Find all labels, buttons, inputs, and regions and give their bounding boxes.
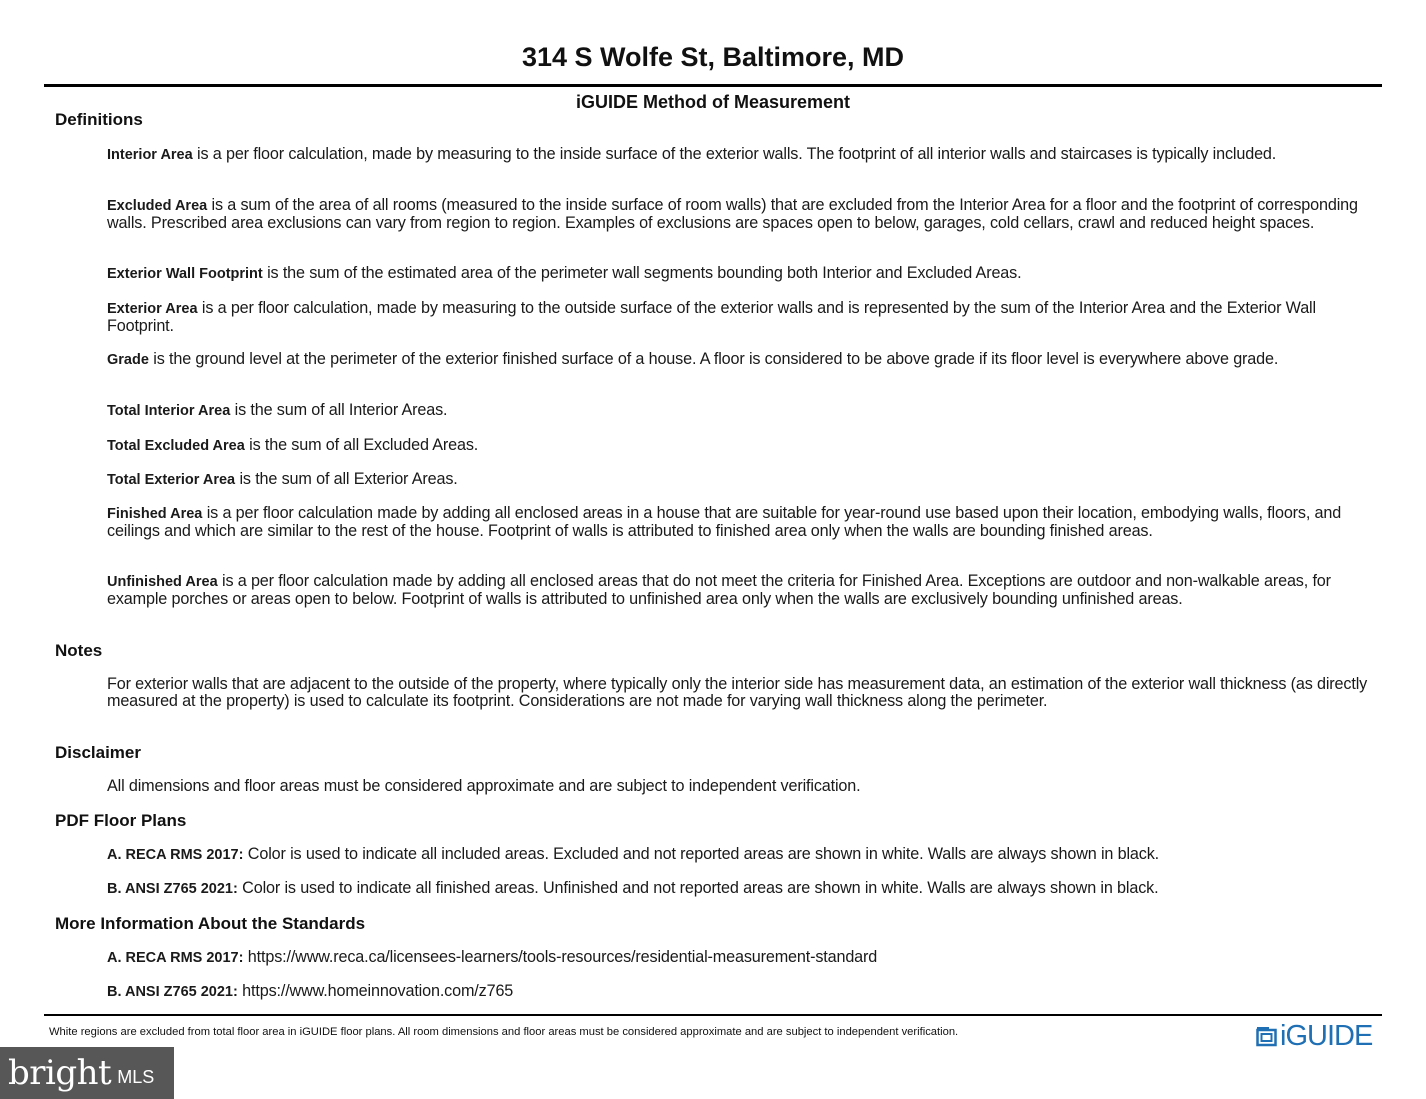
more-info-ansi [107,983,1379,1001]
definition-term: Total Interior Area [107,403,231,419]
definition-text: is the sum of all Exterior Areas. [235,470,458,488]
iguide-logo-icon [1256,1026,1277,1047]
page-title: 314 S Wolfe St, Baltimore, MD [521,42,905,72]
definition-text: is the sum of the estimated area of the perimeter wall segments bounding both Interior and Excluded Areas. [262,264,1022,282]
iguide-logo [1256,1020,1372,1053]
pdf-floor-plan-ansi [107,880,1379,898]
definition-text: is a sum of the area of all rooms (measured to the inside surface of room walls) that are excluded from the Interior Area for a floor and the footprint of corresponding walls. Prescribed area exclusions can vary from region to region. Examples of exclusions are spaces open to below, garages, cold cellars, crawl and reduced height spaces. [107,196,1358,232]
standard-term: A. RECA RMS 2017: [107,847,244,863]
more-info-reca [107,949,1379,967]
definition-text: is a per floor calculation, made by measuring to the outside surface of the exterior walls and is represented by the sum of the Interior Area and the Exterior Wall Footprint. [107,299,1316,335]
definition-excluded-area [107,197,1379,232]
disclaimer-text: All dimensions and floor areas must be considered approximate and are subject to independent verification. [107,777,861,795]
standard-url[interactable]: https://www.homeinnovation.com/z765 [237,982,514,1000]
watermark-suffix: MLS [117,1066,155,1087]
notes-heading: Notes [55,641,103,660]
definition-text: is a per floor calculation made by adding all enclosed areas in a house that are suitable for year-round use based upon their location, embodying walls, floors, and ceilings and which are similar to the rest of the house. Footprint of walls is attributed to finished area only when the walls are bounding finished areas. [107,504,1342,540]
definition-term: Unfinished Area [107,574,218,590]
definition-text: is the ground level at the perimeter of the exterior finished surface of a house. A floor is considered to be above grade if its floor level is everywhere above grade. [148,350,1279,368]
definition-finished-area [107,505,1379,540]
definition-total-excluded-area [107,437,1379,455]
definition-term: Total Exterior Area [107,472,236,488]
footer-divider [44,1014,1382,1016]
definition-text: is a per floor calculation, made by measuring to the inside surface of the exterior walls. The footprint of all interior walls and staircases is typically included. [192,145,1277,163]
pdf-floor-plan-reca [107,846,1379,864]
watermark-brand: bright [8,1053,112,1093]
pdf-floor-plans-heading: PDF Floor Plans [55,811,187,830]
notes-text: For exterior walls that are adjacent to the outside of the property, where typically only the interior side has measurement data, an estimation of the exterior wall thickness (as directly measured at the property) is used to calculate its footprint. Considerations are not made for varying wall thickness along the perimeter. [107,675,1368,710]
standard-term: A. RECA RMS 2017: [107,950,244,966]
definition-text: is a per floor calculation made by adding all enclosed areas that do not meet the criteria for Finished Area. Exceptions are outdoor and non-walkable areas, for example porches or areas open to below. Footprint of walls is attributed to unfinished area only when the walls are exclusively bounding unfinished areas. [107,572,1331,608]
standard-text: Color is used to indicate all included areas. Excluded and not reported areas are shown in white. Walls are always shown in black. [243,845,1159,863]
bright-mls-watermark [0,1047,174,1099]
definition-exterior-wall-footprint [107,265,1379,283]
page-subtitle: iGUIDE Method of Measurement [575,92,851,112]
definition-grade [107,351,1379,369]
definition-total-interior-area [107,402,1379,420]
standard-term: B. ANSI Z765 2021: [107,881,238,897]
definitions-heading: Definitions [55,110,143,129]
iguide-logo-text: iGUIDE [1280,1020,1373,1052]
definition-term: Exterior Wall Footprint [107,266,263,282]
definition-total-exterior-area [107,471,1379,489]
definition-unfinished-area [107,573,1379,608]
definition-exterior-area [107,300,1379,335]
definition-text: is the sum of all Interior Areas. [230,401,448,419]
definition-term: Excluded Area [107,198,208,214]
standard-term: B. ANSI Z765 2021: [107,984,238,1000]
definition-term: Interior Area [107,147,193,163]
definition-term: Total Excluded Area [107,438,245,454]
title-divider [44,84,1382,87]
standard-url[interactable]: https://www.reca.ca/licensees-learners/tools-resources/residential-measurement-standard [243,948,878,966]
definition-term: Finished Area [107,506,203,522]
standard-text: Color is used to indicate all finished areas. Unfinished and not reported areas are shown in white. Walls are always shown in black. [237,879,1159,897]
disclaimer-heading: Disclaimer [55,743,141,762]
more-info-heading: More Information About the Standards [55,914,366,933]
definition-interior-area [107,146,1379,164]
footer-note: White regions are excluded from total floor area in iGUIDE floor plans. All room dimensions and floor areas must be considered approximate and are subject to independent verification. [49,1026,959,1038]
definition-text: is the sum of all Excluded Areas. [244,436,479,454]
definition-term: Exterior Area [107,301,198,317]
definition-term: Grade [107,352,149,368]
